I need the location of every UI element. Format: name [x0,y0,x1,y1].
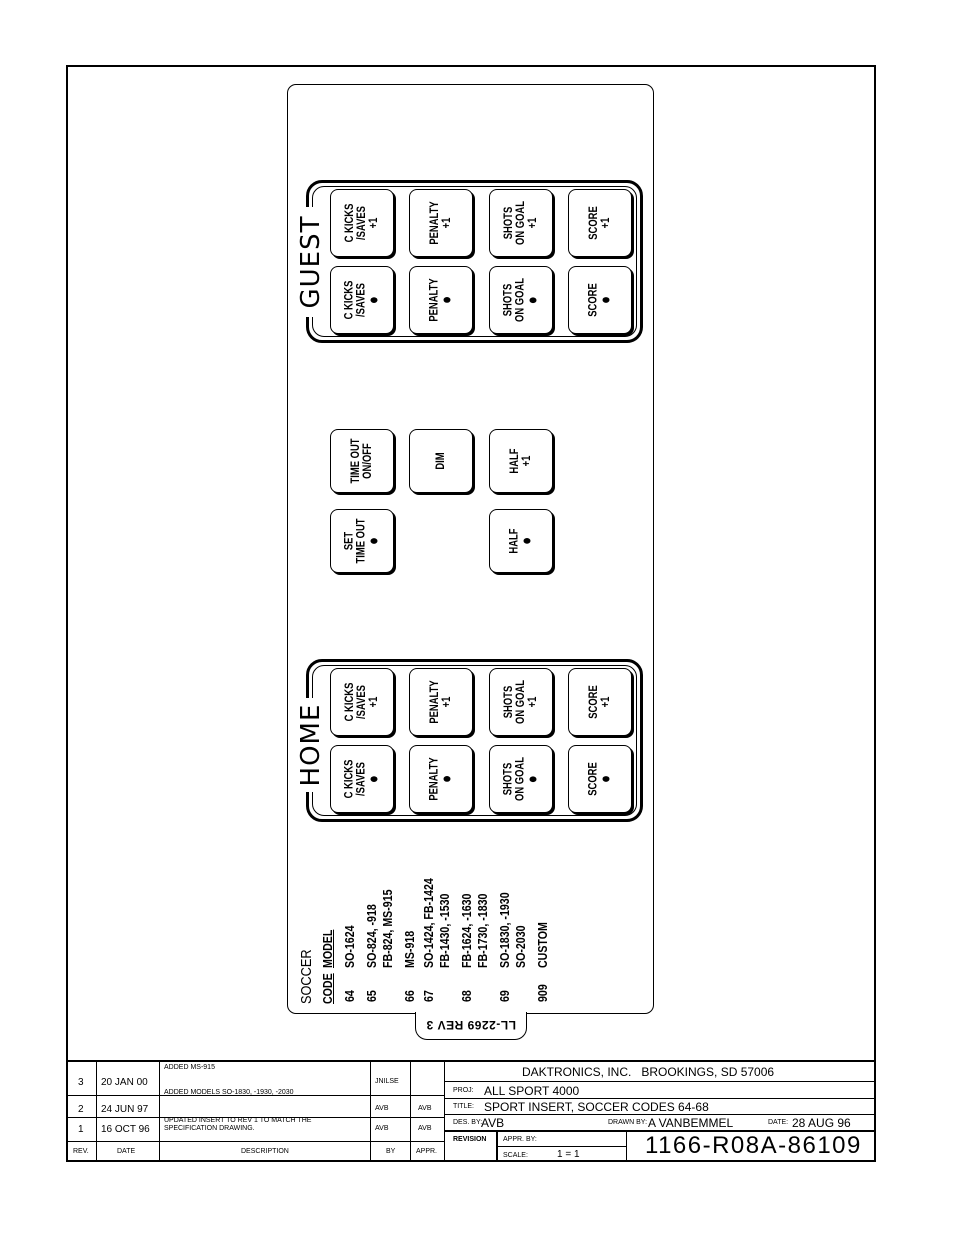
home-shots-on-goal-plus-label [503,680,539,724]
key-label-line: +1 [527,217,539,229]
title-block-rule [159,1060,160,1162]
rev-date: 24 JUN 97 [101,1104,149,1115]
key-label-line: /SAVES [356,206,368,240]
key-label-line: /SAVES [355,283,368,317]
guest-penalty-dot-label [429,278,454,321]
model-column-header: MODEL [321,929,335,968]
key-label-line: SHOTS [503,206,515,240]
title-block-rule [444,1114,876,1115]
appr-header: APPR. [416,1148,438,1155]
home-shots-on-goal-dot-label [503,757,540,801]
rev-description: UPDATED INSERT TO REV 1 TO MATCH THE SPECIFICATION DRAWING. [164,1117,312,1132]
key-label-line: C KICKS [344,203,356,243]
dot-icon [444,297,451,303]
rev-number: 3 [78,1077,84,1088]
home-c-kicks-saves-plus-label [344,683,380,722]
model-value: SO-1830, -1930 [498,892,512,968]
home-title: HOME [292,698,330,792]
guest-score-dot-key[interactable] [568,266,632,334]
key-label-line: C KICKS [343,759,356,799]
key-label-line: SHOTS [503,685,515,719]
dot-icon [444,776,451,782]
rev-number: 1 [78,1124,84,1135]
model-value: SO-824, -918 [365,904,379,968]
title-block-rule [410,1060,411,1162]
home-shots-on-goal-plus-key[interactable] [489,668,553,736]
key-label-line: +1 [527,696,539,708]
key-label-line: SHOTS [502,283,515,317]
code-column-header: CODE [321,973,335,1004]
rev-by: AVB [375,1125,389,1132]
title-block-rule [66,1141,444,1142]
key-label-line: ON/OFF [362,443,374,479]
title-block-rule [370,1060,371,1162]
key-label-line: /SAVES [356,685,368,719]
key-label-line: SCORE [587,762,600,796]
code-value: 67 [422,990,436,1002]
home-score-plus-label [588,685,612,719]
guest-title: GUEST [292,207,330,317]
model-value: SO-1424, FB-1424 [422,878,436,968]
rev-header: REV. [73,1148,89,1155]
date-header: DATE [117,1148,136,1155]
key-label-line: +1 [368,217,380,229]
codes-heading: SOCCER [298,949,315,1004]
key-label-line: SCORE [588,206,600,240]
title-block-rule [66,1060,876,1062]
by-header: BY [386,1148,396,1155]
revision-label: REVISION [453,1136,487,1143]
key-label-line: ON GOAL [514,756,527,802]
key-label-line: +1 [441,696,453,708]
key-label-line: PENALTY [428,278,441,322]
home-score-plus-key[interactable] [568,668,632,736]
drawing-number: 1166-R08A-86109 [645,1132,862,1159]
key-label-line: PENALTY [428,757,441,801]
title-label: TITLE: [453,1103,475,1110]
company-name: DAKTRONICS, INC. BROOKINGS, SD 57006 [522,1065,775,1079]
key-label-line: TIME OUT [350,438,362,484]
proj-value: ALL SPORT 4000 [484,1084,580,1098]
guest-c-kicks-saves-plus-key[interactable] [330,189,394,257]
dot-icon [524,538,531,544]
code-value: 65 [365,990,379,1002]
guest-c-kicks-saves-dot-label [344,281,381,320]
title-block-rule [496,1146,626,1147]
code-value: 69 [498,990,512,1002]
home-penalty-dot-key[interactable] [409,745,473,813]
model-value: SO-2030 [514,925,528,968]
guest-c-kicks-saves-dot-key[interactable] [330,266,394,334]
key-label-line: HALF [508,528,521,554]
guest-shots-on-goal-plus-label [503,201,539,245]
rev-date: 16 OCT 96 [101,1124,150,1135]
key-label-line: +1 [441,217,453,229]
guest-penalty-plus-key[interactable] [409,189,473,257]
key-label-line: +1 [521,455,533,467]
home-penalty-plus-label [429,680,453,723]
date-label: DATE: [768,1119,789,1126]
guest-shots-on-goal-dot-key[interactable] [489,266,553,334]
home-c-kicks-saves-dot-key[interactable] [330,745,394,813]
rev-description: ADDED MS-915 [164,1064,215,1071]
key-label-line: /SAVES [355,762,368,796]
title-block-rule [444,1060,445,1162]
code-value: 68 [460,990,474,1002]
proj-label: PROJ: [453,1087,474,1094]
scale-label: SCALE: [503,1152,528,1159]
key-label-line: C KICKS [343,280,356,320]
home-penalty-dot-label [429,757,454,800]
middle-dim-key[interactable] [409,429,473,493]
rev-by: JNILSE [375,1078,399,1085]
home-score-dot-label [588,762,613,796]
drawn-by-value: A VANBEMMEL [648,1116,734,1130]
model-value: FB-824, MS-915 [381,889,395,968]
key-label-line: ON GOAL [515,679,527,725]
home-score-dot-key[interactable] [568,745,632,813]
title-block-rule [444,1098,876,1099]
model-value: SO-1624 [343,925,357,968]
key-label-line: ON GOAL [514,277,527,323]
rev-number: 2 [78,1104,84,1115]
code-value: 64 [343,990,357,1002]
home-penalty-plus-key[interactable] [409,668,473,736]
model-value: FB-1730, -1830 [476,893,490,968]
key-label-line: SCORE [588,685,600,719]
guest-penalty-dot-key[interactable] [409,266,473,334]
key-label-line: SHOTS [502,762,515,796]
key-label-line: +1 [600,696,612,708]
rev-appr: AVB [418,1105,432,1112]
dot-icon [371,297,378,303]
middle-half-plus-label [509,448,533,473]
date-value: 28 AUG 96 [792,1116,851,1130]
title-value: SPORT INSERT, SOCCER CODES 64-68 [484,1100,709,1114]
middle-time-out-on-off-key[interactable] [330,429,394,493]
guest-score-plus-key[interactable] [568,189,632,257]
code-value: 66 [403,990,417,1002]
model-value: CUSTOM [536,922,550,968]
dot-icon [530,297,537,303]
guest-score-plus-label [588,206,612,240]
rev-description: ADDED MODELS SO-1830, -1930, -2030 [164,1089,294,1096]
key-label-line: SET [343,531,356,551]
des-by-label: DES. BY: [453,1119,483,1126]
middle-set-time-out-label [344,518,381,563]
key-label-line: C KICKS [344,682,356,722]
model-value: FB-1624, -1630 [460,893,474,968]
scale-value: 1 = 1 [557,1149,580,1160]
middle-half-dot-label [509,528,534,553]
key-label-line: ON GOAL [515,200,527,246]
model-value: MS-918 [403,930,417,968]
key-label-line: TIME OUT [355,518,368,564]
key-label-line: HALF [509,448,521,474]
middle-time-out-on-off-label [350,438,374,483]
key-label-line: PENALTY [429,201,441,245]
home-shots-on-goal-dot-key[interactable] [489,745,553,813]
tab-label: LL-2269 REV 3 [426,1018,516,1033]
des-by-value: AVB [481,1116,505,1130]
dot-icon [530,776,537,782]
model-value: FB-1430, -1530 [438,893,452,968]
title-block-rule [496,1130,498,1162]
insert-tab [415,1012,527,1040]
rev-date: 20 JAN 00 [101,1077,148,1088]
key-label-line: +1 [368,696,380,708]
guest-score-dot-label [588,283,613,317]
title-block-rule [444,1081,876,1082]
middle-half-dot-key[interactable] [489,509,553,573]
title-block-rule [626,1130,627,1162]
key-label-line: +1 [600,217,612,229]
drawn-by-label: DRAWN BY: [608,1119,648,1126]
dot-icon [603,297,610,303]
middle-half-plus-key[interactable] [489,429,553,493]
dot-icon [603,776,610,782]
key-label-line: PENALTY [429,680,441,724]
middle-set-time-out-key[interactable] [330,509,394,573]
dot-icon [371,538,378,544]
description-header: DESCRIPTION [241,1148,289,1155]
rev-appr: AVB [418,1125,432,1132]
key-label-line: DIM [435,452,447,470]
guest-c-kicks-saves-plus-label [344,204,380,243]
home-c-kicks-saves-dot-label [344,760,381,799]
title-block-rule [96,1060,97,1162]
code-value: 909 [536,984,550,1002]
guest-shots-on-goal-dot-label [503,278,540,322]
home-c-kicks-saves-plus-key[interactable] [330,668,394,736]
key-label-line: SCORE [587,283,600,317]
dot-icon [371,776,378,782]
guest-shots-on-goal-plus-key[interactable] [489,189,553,257]
appr-by-label: APPR. BY: [503,1136,537,1143]
guest-penalty-plus-label [429,201,453,244]
rev-by: AVB [375,1105,389,1112]
middle-dim-label [435,452,447,469]
